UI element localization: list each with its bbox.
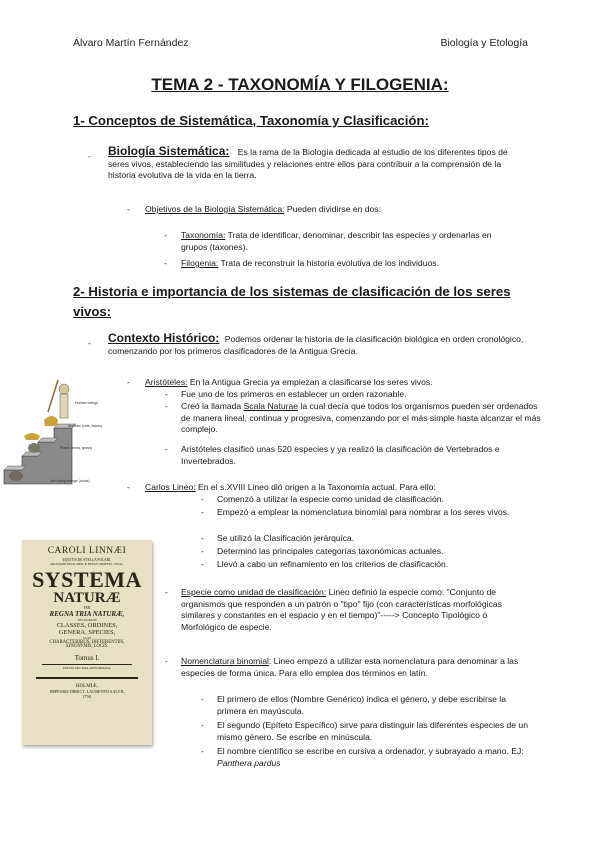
- bullet-dot: -: [201, 694, 204, 704]
- especie-term: Especie como unidad de clasificación:: [181, 587, 327, 597]
- objetivos-paragraph: [145, 204, 535, 216]
- lineo-item-5: Llevó a cabo un refinamiento en los criterios de clasificación.: [217, 559, 449, 569]
- bullet-dot: -: [165, 587, 168, 597]
- bullet-dot: -: [165, 656, 168, 666]
- especie-text: Lineo definió la especie como: "Conjunto de organismos que responden a un patrón o "tipo" fijo (con características morfológicas similares y constantes en el espacio y en el tiempo)"-----> Concepto Tipológico ó Morfológico de especie.: [181, 587, 502, 632]
- aristoteles-item-2: Creó la llamada Scala Naturae la cual decía que todos los organismos pueden ser ordenados de manera lineal, continua y progresiva, comenzando por el más simple hasta alcanzar el más complejo.: [181, 401, 541, 435]
- lineo-text: En el s.XVIII Lineo dió origen a la Taxonomía actual. Para ello:: [198, 482, 436, 492]
- scala-naturae-illustration: [2, 372, 127, 487]
- filogenia-term: Filogenia:: [181, 258, 219, 268]
- nomenclatura-text: : Lineo empezó a utilizar esta nomenclatura para denominar a las especies de forma única. Para ello emplea dos términos en latín.: [181, 656, 519, 678]
- objetivos-text: Pueden dividirse en dos:: [286, 204, 381, 214]
- lineo-item-2: Empezó a emplear la nomenclatura binomial para nombrar a los seres vivos.: [217, 507, 510, 517]
- bullet-dash: -: [88, 151, 91, 161]
- header-subject: Biología y Etología: [440, 37, 528, 49]
- bullet-dot: -: [201, 546, 204, 556]
- filogenia-item: [181, 258, 541, 270]
- bullet-dot: -: [201, 507, 204, 517]
- bullet-dot: -: [201, 494, 204, 504]
- cover-title: SYSTEMA: [32, 567, 142, 593]
- scala-naturae-term: Scala Naturae: [243, 401, 299, 411]
- filogenia-text: Trata de reconstruir la historia evolutiva de los individuos.: [220, 258, 439, 268]
- bullet-dot: -: [165, 444, 168, 454]
- bullet-dot: -: [165, 389, 168, 399]
- biologia-sistematica-term: Biología Sistemática:: [108, 144, 230, 158]
- bullet-dot: -: [127, 482, 130, 492]
- svg-text:Animals (cats, fishes): Animals (cats, fishes): [68, 424, 103, 428]
- bullet-dot: -: [201, 533, 204, 543]
- stairs-icon: [2, 372, 127, 487]
- bullet-dash: -: [88, 338, 91, 348]
- section-1-heading: 1- Conceptos de Sistemática, Taxonomía y Clasificación:: [73, 113, 429, 128]
- aristoteles-term: Aristóteles:: [145, 377, 188, 387]
- bullet-dot: -: [201, 746, 204, 756]
- lineo-item-3: Se utilizó la Clasificación jerárquica.: [217, 533, 355, 543]
- lineo-item-1: Comenzó a utilizar la especie como unidad de clasificación.: [217, 494, 444, 504]
- nomenclatura-item-1: El primero de ellos (Nombre Genérico) indica el género, y debe escribirse la primera en mayúscula.: [217, 694, 506, 716]
- objetivos-term: Objetivos de la Biología Sistemática:: [145, 204, 285, 214]
- lineo-term: Carlos Lineo:: [145, 482, 196, 492]
- section-2-heading: 2- Historia e importancia de los sistemas de clasificación de los seres vivos:: [73, 284, 511, 319]
- contexto-paragraph: [108, 333, 533, 357]
- aristoteles-item-3: Aristóteles clasificó unas 520 especies y ya realizó la clasificación de Vertebrados e Invertebrados.: [181, 444, 500, 466]
- bullet-dot: -: [164, 258, 167, 268]
- svg-text:Non-living beings (rocks): Non-living beings (rocks): [50, 479, 90, 483]
- svg-text:Human beings: Human beings: [75, 401, 99, 405]
- aristoteles-item-1: Fue uno de los primeros en establecer un orden razonable.: [181, 389, 407, 399]
- page-title: TEMA 2 - TAXONOMÍA Y FILOGENIA:: [151, 75, 449, 94]
- systema-naturae-cover-image: CAROLI LINNÆI EQUITIS DE STELLA POLARI, ARCHIATRI REGII, MED. & BOTAN. PROFESS. UPSAL. SYSTEMA NATURÆ PER REGNA TRIA NATURÆ, SECUNDUM CLASSES, ORDINES, GENERA, SPECIES, CUM CHARACTERIBUS, DIFFERENTIIS, SYNONYMIS, LOCIS. Tomus I. EDITIO DECIMA, REFORMATA. HOLMIÆ, IMPENSIS DIRECT. LAURENTII SALVII, 1758.: [22, 540, 152, 745]
- bullet-dot: -: [127, 377, 130, 387]
- aristoteles-text: En la Antigua Grecia ya empiezan a clasificarse los seres vivos.: [189, 377, 433, 387]
- taxonomia-item: [181, 230, 501, 253]
- header-author: Álvaro Martín Fernández: [73, 37, 189, 49]
- contexto-text: Podemos ordenar la historia de la clasificación biológica en orden cronológico, comenzando por los primeros clasificadores de la Antigua Grecia.: [108, 334, 524, 356]
- aristoteles-paragraph: [145, 377, 545, 389]
- bullet-dot: -: [165, 401, 168, 411]
- example-species: Panthera pardus: [217, 757, 281, 768]
- taxonomia-term: Taxonomía:: [181, 230, 226, 240]
- nomenclatura-paragraph: [181, 656, 536, 679]
- biologia-sistematica-text: Es la rama de la Biología dedicada al estudio de los diferentes tipos de seres vivos, estableciendo las similitudes y relaciones entre ellos para contribuir a la comprensión de la historia evolutiva de la vida en la tierra.: [108, 147, 508, 181]
- lineo-paragraph: [145, 482, 545, 494]
- biologia-sistematica-paragraph: [108, 146, 528, 182]
- nomenclatura-item-3: El nombre científico se escribe en cursiva a ordenador, y subrayado a mano. EJ: Panthera pardus: [217, 746, 524, 768]
- taxonomia-text: Trata de identificar, denominar, describir las especies y ordenarlas en grupos (taxones).: [181, 230, 492, 252]
- bullet-dot: -: [164, 230, 167, 240]
- nomenclatura-term: Nomenclatura binomial: [181, 656, 269, 666]
- bullet-dot: -: [127, 204, 130, 214]
- especie-paragraph: [181, 587, 531, 633]
- contexto-term: Contexto Histórico:: [108, 331, 220, 345]
- bullet-dot: -: [201, 559, 204, 569]
- svg-text:Plants (trees, grass): Plants (trees, grass): [60, 446, 93, 450]
- lineo-item-4: Determinó las principales categorías taxonómicas actuales.: [217, 546, 444, 556]
- nomenclatura-item-2: El segundo (Epíteto Específico) sirve para distinguir las diferentes especies de un mismo género. Se escribe en minúscula.: [217, 720, 528, 742]
- bullet-dot: -: [201, 720, 204, 730]
